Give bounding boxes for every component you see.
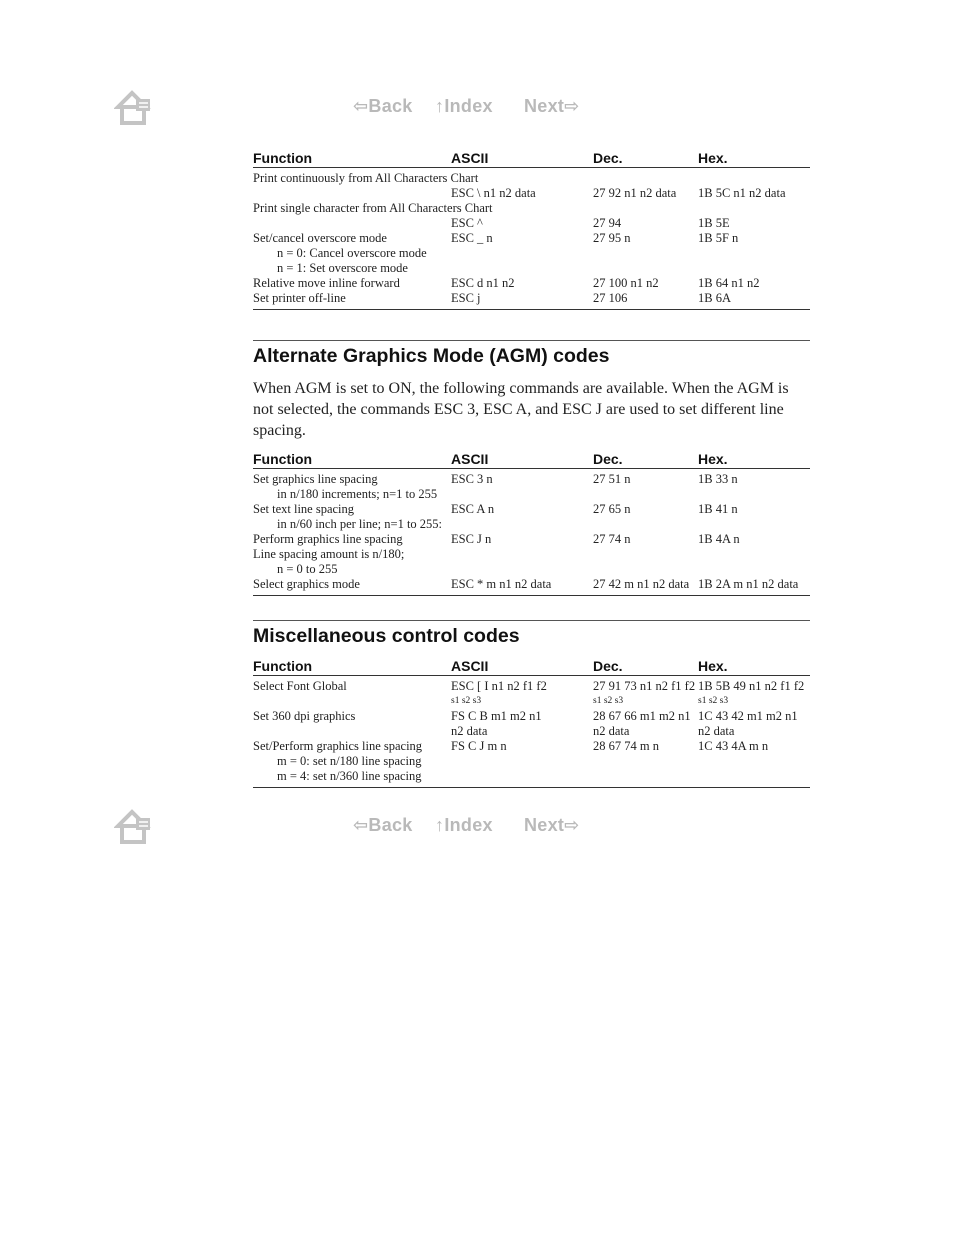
table-row bbox=[253, 676, 810, 695]
ascii-cell: ESC J n bbox=[451, 532, 492, 546]
arrow-left-icon: ⇦ bbox=[353, 815, 369, 835]
function-cell bbox=[253, 694, 451, 709]
header-function: Function bbox=[253, 658, 451, 676]
table-row bbox=[253, 201, 810, 216]
table-row bbox=[253, 186, 810, 201]
index-link[interactable]: ↑Index bbox=[435, 815, 493, 835]
table-note-row bbox=[253, 517, 810, 532]
bottom-navigation bbox=[0, 806, 954, 846]
parameter-note: n = 0: Cancel overscore mode bbox=[277, 246, 427, 260]
header-dec: Dec. bbox=[593, 150, 698, 168]
parameter-note: in n/180 increments; n=1 to 255 bbox=[277, 487, 438, 501]
command-table bbox=[253, 150, 810, 310]
dec-cell: 27 74 n bbox=[593, 532, 631, 546]
function-cell: Set printer off-line bbox=[253, 291, 346, 305]
hex-cell: 1B 41 n bbox=[698, 502, 738, 516]
table-header-row bbox=[253, 658, 810, 676]
back-link[interactable]: ⇦Back bbox=[353, 96, 413, 116]
section-title-agm: Alternate Graphics Mode (AGM) codes bbox=[253, 345, 610, 367]
arrow-right-icon: ⇨ bbox=[564, 815, 580, 835]
dec-cell bbox=[593, 547, 698, 562]
table-note-row bbox=[253, 562, 810, 577]
header-function: Function bbox=[253, 150, 451, 168]
dec-cell: 27 95 n bbox=[593, 231, 631, 245]
misc-table bbox=[253, 658, 810, 788]
header-hex: Hex. bbox=[698, 658, 810, 676]
hex-cell: 1B 5F n bbox=[698, 231, 739, 245]
ascii-cell: n2 data bbox=[451, 724, 488, 738]
home-icon[interactable] bbox=[114, 808, 156, 846]
header-hex: Hex. bbox=[698, 451, 810, 469]
agm-section bbox=[253, 340, 810, 596]
parameter-note: m = 4: set n/360 line spacing bbox=[277, 769, 422, 783]
hex-cell: 1B 5B 49 n1 n2 f1 f2 bbox=[698, 679, 805, 693]
ascii-cell: FS C B m1 m2 n1 bbox=[451, 709, 542, 723]
dec-cell: n2 data bbox=[593, 724, 630, 738]
dec-cell: 27 65 n bbox=[593, 502, 631, 516]
table-header-row bbox=[253, 150, 810, 168]
hex-cell: 1C 43 42 m1 m2 n1 bbox=[698, 709, 798, 723]
hex-cell: 1B 64 n1 n2 bbox=[698, 276, 760, 290]
table-row bbox=[253, 694, 810, 709]
function-cell: Set 360 dpi graphics bbox=[253, 709, 356, 723]
dec-cell: 27 100 n1 n2 bbox=[593, 276, 659, 290]
ascii-cell: ESC 3 n bbox=[451, 472, 493, 486]
dec-cell: 27 92 n1 n2 data bbox=[593, 186, 677, 200]
table-row bbox=[253, 276, 810, 291]
table-row bbox=[253, 724, 810, 739]
dec-cell: 27 42 m n1 n2 data bbox=[593, 577, 690, 591]
arrow-up-icon: ↑ bbox=[435, 815, 445, 835]
hex-cell: n2 data bbox=[698, 724, 735, 738]
ascii-cell: ESC _ n bbox=[451, 231, 493, 245]
function-cell: Set text line spacing bbox=[253, 502, 355, 516]
hex-cell bbox=[698, 547, 810, 562]
header-ascii: ASCII bbox=[451, 451, 593, 469]
arrow-up-icon: ↑ bbox=[435, 96, 445, 116]
hex-cell: 1B 33 n bbox=[698, 472, 738, 486]
table-row bbox=[253, 168, 810, 187]
dec-cell: 27 51 n bbox=[593, 472, 631, 486]
header-ascii: ASCII bbox=[451, 150, 593, 168]
section-divider bbox=[253, 340, 810, 341]
header-ascii: ASCII bbox=[451, 658, 593, 676]
hex-cell: 1B 6A bbox=[698, 291, 731, 305]
index-link[interactable]: ↑Index bbox=[435, 96, 493, 116]
function-cell bbox=[253, 724, 451, 739]
function-cell: Print continuously from All Characters Chart bbox=[253, 171, 479, 185]
header-hex: Hex. bbox=[698, 150, 810, 168]
ascii-cell bbox=[451, 547, 593, 562]
table-row bbox=[253, 291, 810, 310]
section-title-misc: Miscellaneous control codes bbox=[253, 625, 520, 647]
function-cell: Relative move inline forward bbox=[253, 276, 400, 290]
back-link[interactable]: ⇦Back bbox=[353, 815, 413, 835]
hex-cell: s1 s2 s3 bbox=[698, 696, 729, 706]
table-header-row bbox=[253, 451, 810, 469]
top-navigation bbox=[0, 87, 954, 127]
table-row bbox=[253, 709, 810, 724]
table-note-row bbox=[253, 246, 810, 261]
ascii-cell: s1 s2 s3 bbox=[451, 696, 482, 706]
ascii-cell: ESC d n1 n2 bbox=[451, 276, 515, 290]
table-note-row bbox=[253, 261, 810, 276]
ascii-cell: FS C J m n bbox=[451, 739, 507, 753]
table-row bbox=[253, 469, 810, 488]
function-cell bbox=[253, 216, 451, 231]
function-cell: Set graphics line spacing bbox=[253, 472, 378, 486]
agm-table bbox=[253, 451, 810, 596]
agm-intro-paragraph: When AGM is set to ON, the following commands are available. When the AGM is not selected, the commands ESC 3, ESC A, and ESC J are used to set different line spacing. bbox=[253, 380, 789, 439]
section-divider bbox=[253, 620, 810, 621]
next-link[interactable]: Next⇨ bbox=[524, 815, 580, 835]
table-note-row bbox=[253, 769, 810, 788]
hex-cell: 1C 43 4A m n bbox=[698, 739, 769, 753]
function-cell: Set/Perform graphics line spacing bbox=[253, 739, 423, 753]
arrow-left-icon: ⇦ bbox=[353, 96, 369, 116]
function-cell: Print single character from All Characters Chart bbox=[253, 201, 493, 215]
parameter-note: n = 0 to 255 bbox=[277, 562, 338, 576]
ascii-cell: ESC \ n1 n2 data bbox=[451, 186, 536, 200]
parameter-note: n = 1: Set overscore mode bbox=[277, 261, 408, 275]
function-cell: Set/cancel overscore mode bbox=[253, 231, 387, 245]
parameter-note: m = 0: set n/180 line spacing bbox=[277, 754, 422, 768]
hex-cell: 1B 5C n1 n2 data bbox=[698, 186, 786, 200]
hex-cell: 1B 5E bbox=[698, 216, 730, 230]
ascii-cell: ESC ^ bbox=[451, 216, 483, 230]
function-cell bbox=[253, 186, 451, 201]
table-row bbox=[253, 216, 810, 231]
function-cell: Perform graphics line spacing bbox=[253, 532, 403, 546]
function-cell: Select graphics mode bbox=[253, 577, 360, 591]
dec-cell: s1 s2 s3 bbox=[593, 696, 624, 706]
table-note-row bbox=[253, 487, 810, 502]
table-row bbox=[253, 502, 810, 517]
table-row bbox=[253, 739, 810, 754]
dec-cell: 27 91 73 n1 n2 f1 f2 bbox=[593, 679, 696, 693]
command-table-section bbox=[253, 150, 810, 310]
hex-cell: 1B 2A m n1 n2 data bbox=[698, 577, 799, 591]
function-cell: Select Font Global bbox=[253, 679, 347, 693]
hex-cell: 1B 4A n bbox=[698, 532, 740, 546]
table-row bbox=[253, 547, 810, 562]
header-dec: Dec. bbox=[593, 451, 698, 469]
next-link[interactable]: Next⇨ bbox=[524, 96, 580, 116]
table-note-row bbox=[253, 754, 810, 769]
ascii-cell: ESC A n bbox=[451, 502, 495, 516]
header-function: Function bbox=[253, 451, 451, 469]
dec-cell: 27 106 bbox=[593, 291, 628, 305]
parameter-note: in n/60 inch per line; n=1 to 255: bbox=[277, 517, 443, 531]
dec-cell: 28 67 66 m1 m2 n1 bbox=[593, 709, 691, 723]
home-icon[interactable] bbox=[114, 89, 156, 127]
dec-cell: 28 67 74 m n bbox=[593, 739, 659, 753]
ascii-cell: ESC [ I n1 n2 f1 f2 bbox=[451, 679, 547, 693]
table-row bbox=[253, 231, 810, 246]
table-row bbox=[253, 532, 810, 547]
misc-section bbox=[253, 620, 810, 788]
dec-cell: 27 94 bbox=[593, 216, 622, 230]
ascii-cell: ESC j bbox=[451, 291, 481, 305]
arrow-right-icon: ⇨ bbox=[564, 96, 580, 116]
header-dec: Dec. bbox=[593, 658, 698, 676]
table-row bbox=[253, 577, 810, 596]
function-cell: Line spacing amount is n/180; bbox=[253, 547, 405, 561]
ascii-cell: ESC * m n1 n2 data bbox=[451, 577, 552, 591]
